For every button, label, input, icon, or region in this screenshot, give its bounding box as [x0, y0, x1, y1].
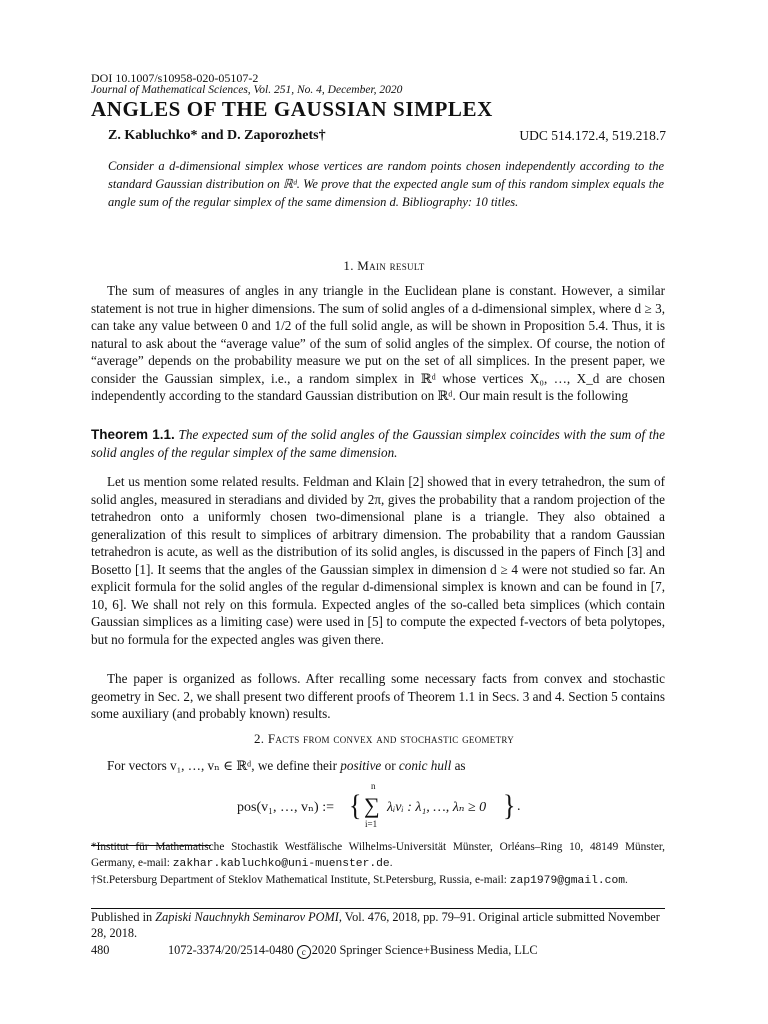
- footnote-2-end: .: [625, 874, 628, 886]
- footnote-kabluchko: [91, 840, 665, 872]
- term-conic-hull: conic hull: [398, 758, 452, 773]
- term-positive: positive: [340, 758, 382, 773]
- footnote-2-text: †St.Petersburg Department of Steklov Mathematical Institute, St.Petersburg, Russia, e-mail:: [91, 874, 510, 886]
- pub-prefix: Published in: [91, 910, 156, 924]
- publication-info: [91, 910, 665, 941]
- abstract: Consider a d-dimensional simplex whose vertices are random points chosen independently according to the standard Gaussian distribution on ℝᵈ. We prove that the expected angle sum of this random simplex equals the angle sum of the regular simplex of the same dimension d. Bibliography: 10 titles.: [108, 159, 664, 209]
- page-number: 480: [91, 943, 110, 957]
- conic-as: as: [451, 758, 466, 773]
- section-heading-facts: 2. Facts from convex and stochastic geometry: [253, 731, 515, 746]
- conic-or: or: [381, 758, 399, 773]
- doi-line: DOI 10.1007/s10958-020-05107-2: [91, 71, 259, 85]
- copyright-icon: c: [297, 945, 311, 959]
- paper-title: ANGLES OF THE GAUSSIAN SIMPLEX: [91, 97, 493, 121]
- paragraph-intro: The sum of measures of angles in any triangle in the Euclidean plane is constant. However, a similar statement is not true in higher dimensions. The sum of solid angles of a d-dimensional simplex, where d ≥ 3, can take any value between 0 and 1/2 of the full solid angle, as will be shown in Proposition 5.4. Thus, it is natural to ask about the “average value” of the sum of solid angles of the simplex. Of course, the notion of “average” depends on the probability measure we put on the set of all simplices. In the present paper, we consider the Gaussian simplex, i.e., a random simplex in ℝᵈ whose vertices X₀, …, X_d are chosen independently according to the standard Gaussian distribution on ℝᵈ. Our main result is the following: [91, 283, 665, 403]
- formula-lhs: pos(v₁, …, vₙ) :=: [237, 800, 334, 815]
- paragraph-conic-hull: [91, 757, 665, 775]
- sum-sign: ∑: [364, 793, 380, 818]
- sum-upper-limit: n: [371, 781, 376, 791]
- udc-code: UDC 514.172.4, 519.218.7: [519, 128, 666, 143]
- pub-suffix: , Vol. 476, 2018, pp. 79–91. Original article submitted November 28, 2018.: [91, 910, 660, 940]
- paragraph-related-results: Let us mention some related results. Feldman and Klain [2] showed that in every tetrahedron, the sum of solid angles, measured in steradians and divided by 2π, gives the probability that a random projection of the tetrahedron onto a uniformly chosen two-dimensional plane is a triangle. They also obtained a generalization of this result to simplices of arbitrary dimension. The probability that a random Gaussian tetrahedron is acute, as well as the distribution of its solid angles, is discussed in the papers of Finch [3] and Bosetto [1]. It seems that the angles of the Gaussian simplex in dimension d ≥ 4 were not studied so far. An explicit formula for the solid angles of the regular d-dimensional simplex is known and can be found in [7, 10, 6]. We shall not rely on this formula. Expected angles of the so-called beta simplices (which contain Gaussian simplices as a limiting case) were used in [5] to compute the expected f-vectors of beta polytopes, but no formula for the expected angles was given there.: [91, 474, 665, 647]
- theorem-label: Theorem 1.1.: [91, 427, 175, 442]
- footnote-zaporozhets: [91, 873, 665, 890]
- formula-period: .: [517, 799, 521, 814]
- copyright-text: 2020 Springer Science+Business Media, LLC: [311, 943, 538, 957]
- journal-line: Journal of Mathematical Sciences, Vol. 251, No. 4, December, 2020: [91, 84, 403, 96]
- publication-rule: [91, 908, 665, 909]
- pub-journal: Zapiski Nauchnykh Seminarov POMI: [155, 910, 339, 924]
- sum-lower-limit: i=1: [365, 819, 378, 829]
- copyright-line: [168, 943, 538, 959]
- paragraph-organization: The paper is organized as follows. After recalling some necessary facts from convex and stochastic geometry in Sec. 2, we shall present two different proofs of Theorem 1.1 in Secs. 3 and 4. Section 5 contains some auxiliary (and probably known) results.: [91, 671, 665, 721]
- issn-code: 1072-3374/20/2514-0480: [168, 943, 294, 957]
- theorem-text: The expected sum of the solid angles of the Gaussian simplex coincides with the sum of the solid angles of the regular simplex of the same dimension.: [91, 427, 666, 460]
- formula-body: λᵢvᵢ : λ₁, …, λₙ ≥ 0: [387, 800, 487, 815]
- footnote-1-text: *Institut für Mathematische Stochastik Westfälische Wilhelms-Universität Münster, Orléans–Ring 10, 48149 Münster, Germany, e-mail:: [91, 841, 665, 869]
- authors-line: Z. Kabluchko* and D. Zaporozhets†: [108, 128, 326, 143]
- left-brace: {: [349, 788, 362, 823]
- conic-hull-formula: [237, 781, 567, 829]
- right-brace: }: [503, 788, 516, 823]
- conic-intro-text: For vectors v₁, …, vₙ ∈ ℝᵈ, we define their: [107, 758, 341, 773]
- email-kabluchko[interactable]: zakhar.kabluchko@uni-muenster.de: [172, 857, 390, 870]
- theorem-1-1: [91, 426, 665, 461]
- footnote-1-end: .: [389, 856, 393, 869]
- section-heading-main-result: 1. Main result: [343, 258, 425, 273]
- email-zaporozhets[interactable]: zap1979@gmail.com: [509, 875, 626, 887]
